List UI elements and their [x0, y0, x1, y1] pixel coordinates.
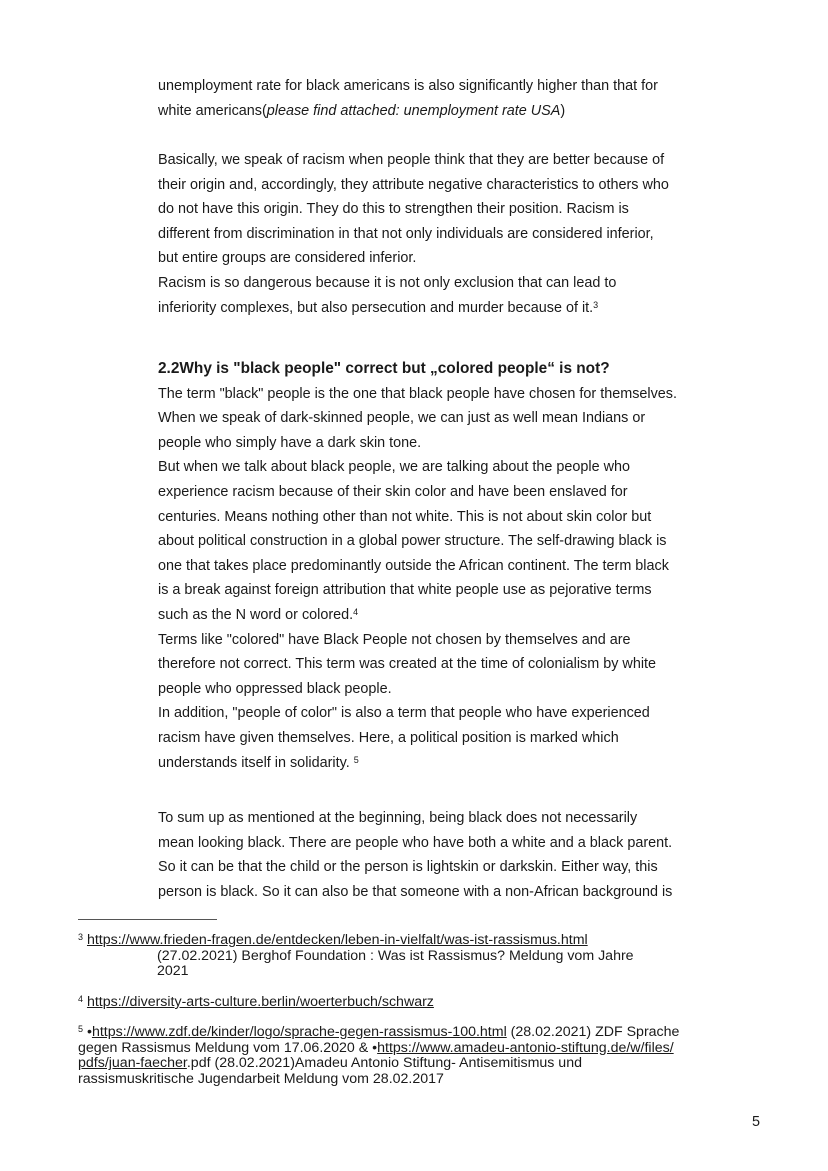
footnote-separator [78, 919, 217, 920]
text-line: racism have given themselves. Here, a political position is marked which [158, 729, 619, 746]
text-line: centuries. Means nothing other than not white. This is not about skin color but [158, 508, 652, 525]
text-line: So it can be that the child or the person is lightskin or darkskin. Either way, this [158, 859, 658, 876]
section-heading: 2.2Why is "black people" correct but „colored people“ is not? [158, 360, 610, 377]
footnote-link[interactable]: pdfs/juan-faecher [78, 1055, 187, 1072]
text-span: .pdf (28.02.2021)Amadeu Antonio Stiftung- Antisemitismus und [186, 1055, 582, 1072]
paragraph-unemployment [158, 74, 718, 123]
footnote-link[interactable]: https://www.amadeu-antonio-stiftung.de/w/files/ [377, 1039, 674, 1056]
footnote-line [78, 1056, 748, 1072]
footnote-number: 4 [78, 994, 84, 1004]
text-line [158, 603, 718, 628]
text-line: people who oppressed black people. [158, 680, 392, 697]
text-line: experience racism because of their skin color and have been enslaved for [158, 483, 628, 500]
paragraph-summary [158, 806, 718, 904]
text-line: Basically, we speak of racism when people think that they are better because of [158, 152, 665, 168]
text-line: about political construction in a global power structure. The self-drawing black is [158, 533, 667, 550]
footnote-4 [78, 995, 748, 1011]
text-line: Terms like "colored" have Black People not chosen by themselves and are [158, 631, 631, 648]
text-line [158, 99, 718, 124]
footnote-line [78, 995, 748, 1011]
text-span: ) [560, 102, 566, 119]
text-line: unemployment rate for black americans is also significantly higher than that for [158, 78, 658, 94]
text-line: different from discrimination in that not only individuals are considered inferior, [158, 225, 654, 242]
text-line: But when we talk about black people, we are talking about the people who [158, 459, 631, 476]
footnote-ref-5[interactable]: 5 [353, 754, 359, 765]
text-line: their origin and, accordingly, they attribute negative characteristics to others who [158, 176, 669, 193]
text-span: inferiority complexes, but also persecution and murder because of it. [158, 299, 594, 316]
text-line: In addition, "people of color" is also a term that people who have experienced [158, 705, 650, 722]
footnote-link[interactable]: https://www.frieden-fragen.de/entdecken/leben-in-vielfalt/was-ist-rassismus.html [86, 932, 588, 948]
italic-note: please find attached: unemployment rate USA [266, 102, 561, 119]
text-span: gegen Rassismus Meldung vom 17.06.2020 & • [78, 1039, 378, 1056]
footnote-line: (27.02.2021) Berghof Foundation : Was ist Rassismus? Meldung vom Jahre [157, 947, 634, 964]
footnote-line [78, 1025, 748, 1041]
section-2-2 [158, 357, 718, 775]
text-line: Racism is so dangerous because it is not only exclusion that can lead to [158, 274, 617, 291]
text-line: but entire groups are considered inferior. [158, 250, 417, 267]
text-line [158, 296, 718, 321]
text-line: people who simply have a dark skin tone. [158, 434, 422, 451]
text-span: understands itself in solidarity. [158, 754, 354, 771]
text-line: The term "black" people is the one that black people have chosen for themselves. [158, 385, 677, 402]
page-number: 5 [752, 1114, 761, 1130]
text-span: such as the N word or colored. [158, 606, 354, 623]
footnote-link[interactable]: https://www.zdf.de/kinder/logo/sprache-gegen-rassismus-100.html [91, 1024, 507, 1040]
text-line: is a break against foreign attribution that white people use as pejorative terms [158, 582, 652, 599]
text-span: (28.02.2021) ZDF Sprache [506, 1024, 680, 1040]
text-line: do not have this origin. They do this to strengthen their position. Racism is [158, 201, 629, 218]
footnote-line: 2021 [157, 963, 189, 980]
footnote-line [78, 1041, 748, 1057]
text-line: To sum up as mentioned at the beginning, being black does not necessarily [158, 810, 638, 826]
text-line: When we speak of dark-skinned people, we can just as well mean Indians or [158, 410, 646, 427]
text-span: white americans( [158, 102, 267, 119]
text-line: one that takes place predominantly outside the African continent. The term black [158, 557, 669, 574]
text-line [158, 751, 718, 776]
paragraph-racism-definition [158, 148, 718, 320]
text-line: person is black. So it can also be that someone with a non-African background is [158, 883, 673, 900]
text-line: therefore not correct. This term was created at the time of colonialism by white [158, 656, 657, 673]
bullet: • [86, 1024, 92, 1040]
footnote-link[interactable]: https://diversity-arts-culture.berlin/woerterbuch/schwarz [86, 994, 434, 1010]
footnote-ref-3[interactable]: 3 [593, 299, 599, 310]
footnote-number: 3 [78, 932, 84, 942]
footnote-number: 5 [78, 1024, 84, 1034]
footnote-line [78, 933, 748, 949]
footnote-ref-4[interactable]: 4 [353, 606, 359, 617]
footnote-5 [78, 1025, 748, 1087]
text-line: mean looking black. There are people who have both a white and a black parent. [158, 834, 673, 851]
paragraph-black-term [158, 382, 718, 776]
footnote-line: rassismuskritische Jugendarbeit Meldung vom 28.02.2017 [78, 1070, 444, 1087]
footnote-3 [78, 933, 748, 980]
